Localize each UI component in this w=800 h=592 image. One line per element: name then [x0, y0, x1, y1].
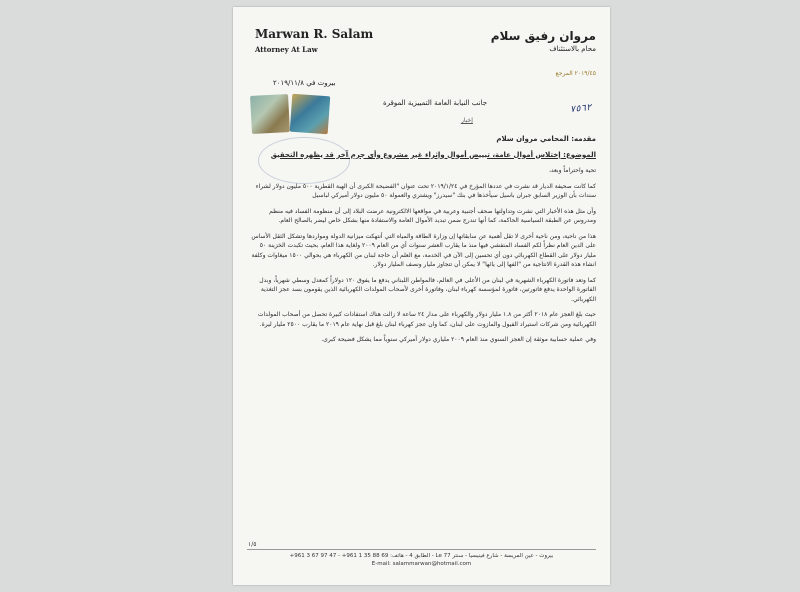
footer-email: E-mail: salammarwan@hotmail.com: [371, 561, 472, 567]
body-paragraph-5: حيث بلغ العجز عام ٢٠١٨ أكثر من ١.٨ مليار دولار والكهرباء على مدار ٢٤ ساعة لا زالت هناك استفادات كبيرة تحصل من أصحاب المولدات الكهربائية ومن شركات استيراد الفيول والمازوت على لبنان، كما وان عجز كهرباء لبنان بلغ قبل نهاية عام ٢٠١٩ ما يقارب ٢٥٠٠ مليار ليرة.: [257, 311, 596, 328]
letter-date: بيروت في ٢٠١٩/١١/٨: [273, 79, 336, 87]
page-number: ١/٥: [248, 541, 257, 548]
handwritten-reference-number: ٧٥٦٢: [569, 102, 593, 116]
fiscal-stamp-icon: [250, 94, 290, 134]
fiscal-stamp-icon: [290, 94, 331, 135]
reference-line: ٢٠١٩/٤٥ المرجع: [555, 70, 596, 77]
document-type: إخبار: [461, 117, 473, 124]
lawyer-name-en: Marwan R. Salam: [255, 27, 374, 41]
body-paragraph-3: هذا من ناحية، ومن ناحية أخرى لا تقل أهمية عن سابقاتها إن وزارة الطاقة والمياه التي أنتهكت ميزانية الدولة ومواردها وتشكل الثقل الأساس على الدين العام نظراً لكم الفساد المتفشي فيها منذ ما يقارب العشر سنوات أي من العام ٢٠٠٩ ولغاية هذا العام، بحيث تكبدت الخزينة ٥٠ مليار دولار على القطاع الكهربائي دون أي تحسين إلى الآن في الخدمة، مع العلم أن حاجة لبنان من الكهرباء هي بحوالي ١٥٠٠ ميغاوات وكلفة انشاء هذه القدرة الانتاجية من "الفها إلى يائها" لا يمكن أن تتجاوز مليار ونصف المليار دولار.: [251, 232, 596, 268]
legal-letter-page: [233, 7, 610, 585]
body-paragraph-4: كما وتعد فاتورة الكهرباء الشهرية في لبنان من الأعلى في العالم، فالمواطن اللبناني يدفع ما يفوق ١٢٠ دولاراً كمعدل وسطي شهرياً، وبدل الفاتورة الواحدة يدفع فاتورتين، فاتورة لمؤسسة كهرباء لبنان، وفاتورة أخرى لأصحاب المولدات الكهربائية الذين يقومون بسد عجز التغذية الكهربائي.: [259, 276, 596, 303]
letterhead-english: [255, 27, 373, 54]
footer-address: بيروت - عين المريسة - شارع فينيسيا - سنتر Le 77 - الطابق 4 - هاتف: 69 88 35 1 961+ - 47 97 67 3 961+: [289, 553, 554, 559]
body-paragraph-1: كما كانت صحيفة الديار قد نشرت في عددها المؤرخ في ٢٠١٩/١/٢٤ تحت عنوان "الفضيحة الكبرى أن الهبة القطرية ٥٠٠ مليون دولار لشراء سندات بأن الوزير السابق جبران باسيل سيأخذها في بنك "سيدرز" ويشتري والعمولة ٥٠ مليون دولار أميركي لباسيل: [255, 182, 596, 199]
letter-body: [247, 135, 596, 351]
lawyer-title-ar: محام بالاستئناف: [549, 45, 596, 53]
letterhead-arabic: [491, 29, 596, 53]
lawyer-name-ar: مروان رفيق سلام: [490, 29, 596, 43]
body-paragraph-2: وأن مثل هذه الأخبار التي نشرت وتداولتها صحف أجنبية وعربية في مواقعها الالكترونية عرضت البلاد إلى أن منظومة الفساد فيه منظم ومدروس عن الطبقة السياسية الحاكمة، كما أنها تندرج ضمن تبديد الأموال العامة والاستفادة منها بشكل خاص ليضر بالصالح العام.: [269, 207, 596, 224]
subject-line: الموضوع: إختلاس أموال عامة، تبييض أموال وإثراء غير مشروع وأي جرم آخر قد يظهره التحقيق: [270, 150, 596, 159]
greeting: تحية واحتراماً وبعد،: [548, 167, 596, 174]
letter-footer: [247, 549, 596, 567]
lawyer-title-en: Attorney At Law: [255, 45, 318, 54]
body-paragraph-6: وفي عملية حسابية موثقة إن العجز السنوي منذ العام ٢٠٠٩ ملياري دولار أميركي سنوياً مما يشكل فضيحة كبرى.: [321, 336, 596, 343]
submitter-line: مقدمه: المحامي مروان سلام: [496, 135, 596, 143]
addressee: جانب النيابة العامة التمييزية الموقرة: [383, 99, 488, 107]
